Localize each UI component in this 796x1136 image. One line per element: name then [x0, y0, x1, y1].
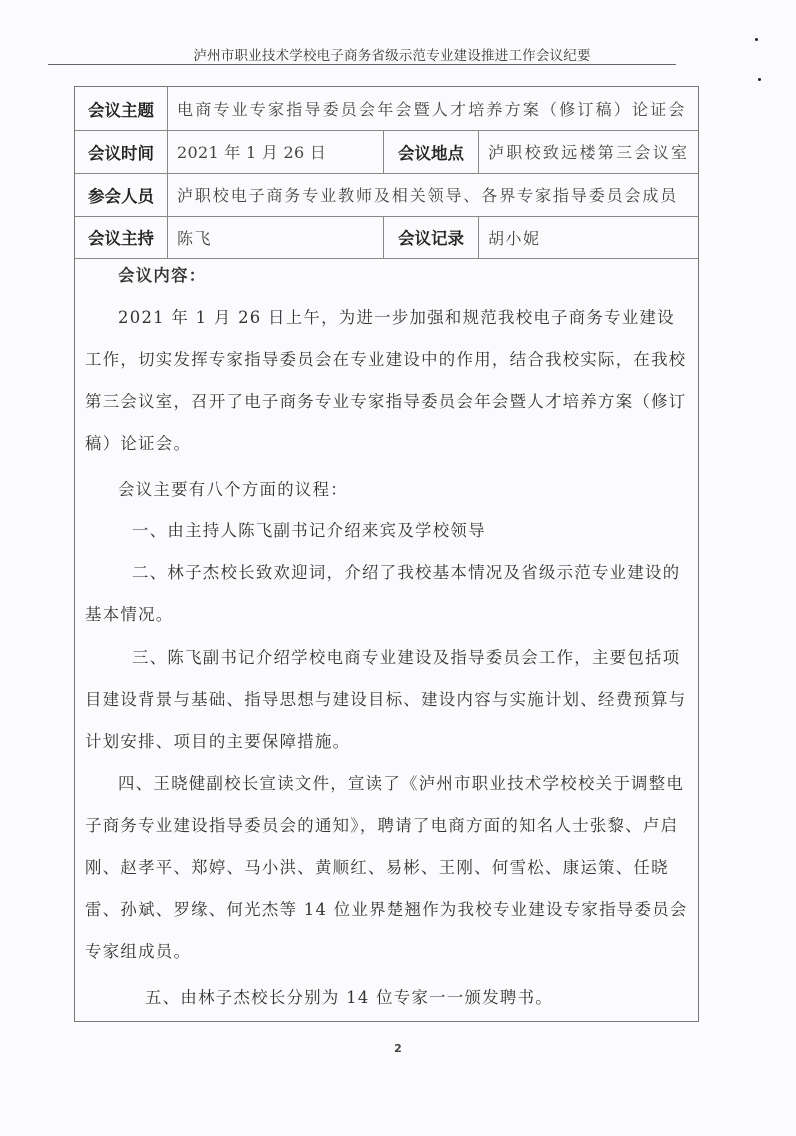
page-number: 2 — [394, 1042, 402, 1055]
agenda-item-4: 四、王晓健副校长宣读文件，宣读了《泸州市职业技术学校校关于调整电子商务专业建设指导委员会的通知》，聘请了电商方面的知名人士张黎、卢启刚、赵孝平、郑婷、马小洪、黄顺红、易彬、王刚、何雪松、康运策、任晓雷、孙斌、罗缘、何光杰等 14 位业界楚翘作为我校专业建设专家指导委员会专家组成员。 — [85, 774, 688, 961]
row-time-location — [75, 130, 698, 174]
agenda-item-3: 三、陈飞副书记介绍学校电商专业建设及指导委员会工作，主要包括项目建设背景与基础、指导思想与建设目标、建设内容与实施计划、经费预算与计划安排、项目的主要保障措施。 — [85, 648, 687, 751]
row-host-recorder — [75, 216, 698, 259]
host-label: 会议主持 — [88, 229, 154, 248]
recorder-value: 胡小妮 — [478, 216, 698, 258]
attendees-value: 泸职校电子商务专业教师及相关领导、各界专家指导委员会成员 — [167, 173, 698, 216]
location-label: 会议地点 — [383, 130, 478, 173]
content-heading: 会议内容： — [118, 266, 207, 285]
agenda-item-2: 二、林子杰校长致欢迎词，介绍了我校基本情况及省级示范专业建设的基本情况。 — [85, 563, 681, 624]
host-value: 陈飞 — [167, 216, 383, 258]
agenda-item-5: 五、由林子杰校长分别为 14 位专家一一颁发聘书。 — [145, 988, 553, 1007]
scan-speck — [758, 78, 761, 81]
topic-label: 会议主题 — [88, 100, 154, 120]
agenda-intro: 会议主要有八个方面的议程： — [118, 480, 348, 499]
agenda-item-1: 一、由主持人陈飞副书记介绍来宾及学校领导 — [132, 521, 486, 540]
meeting-minutes-table — [74, 86, 699, 1022]
row-attendees — [75, 173, 698, 217]
attendees-label: 参会人员 — [88, 186, 154, 206]
scan-speck — [755, 38, 758, 41]
topic-value: 电商专业专家指导委员会年会暨人才培养方案（修订稿）论证会 — [167, 87, 698, 130]
document-header-title: 泸州市职业技术学校电子商务省级示范专业建设推进工作会议纪要 — [193, 48, 591, 64]
time-value: 2021 年 1 月 26 日 — [167, 130, 383, 173]
location-value: 泸职校致远楼第三会议室 — [478, 130, 698, 173]
content-intro: 2021 年 1 月 26 日上午，为进一步加强和规范我校电子商务专业建设工作，切实发挥专家指导委员会在专业建设中的作用，结合我校实际，在我校第三会议室，召开了电子商务专业专家指导委员会年会暨人才培养方案（修订稿）论证会。 — [85, 308, 687, 453]
time-label: 会议时间 — [88, 143, 154, 163]
meeting-content — [75, 258, 698, 1021]
recorder-label: 会议记录 — [383, 216, 478, 258]
header-divider — [48, 64, 676, 65]
row-topic — [75, 87, 698, 131]
